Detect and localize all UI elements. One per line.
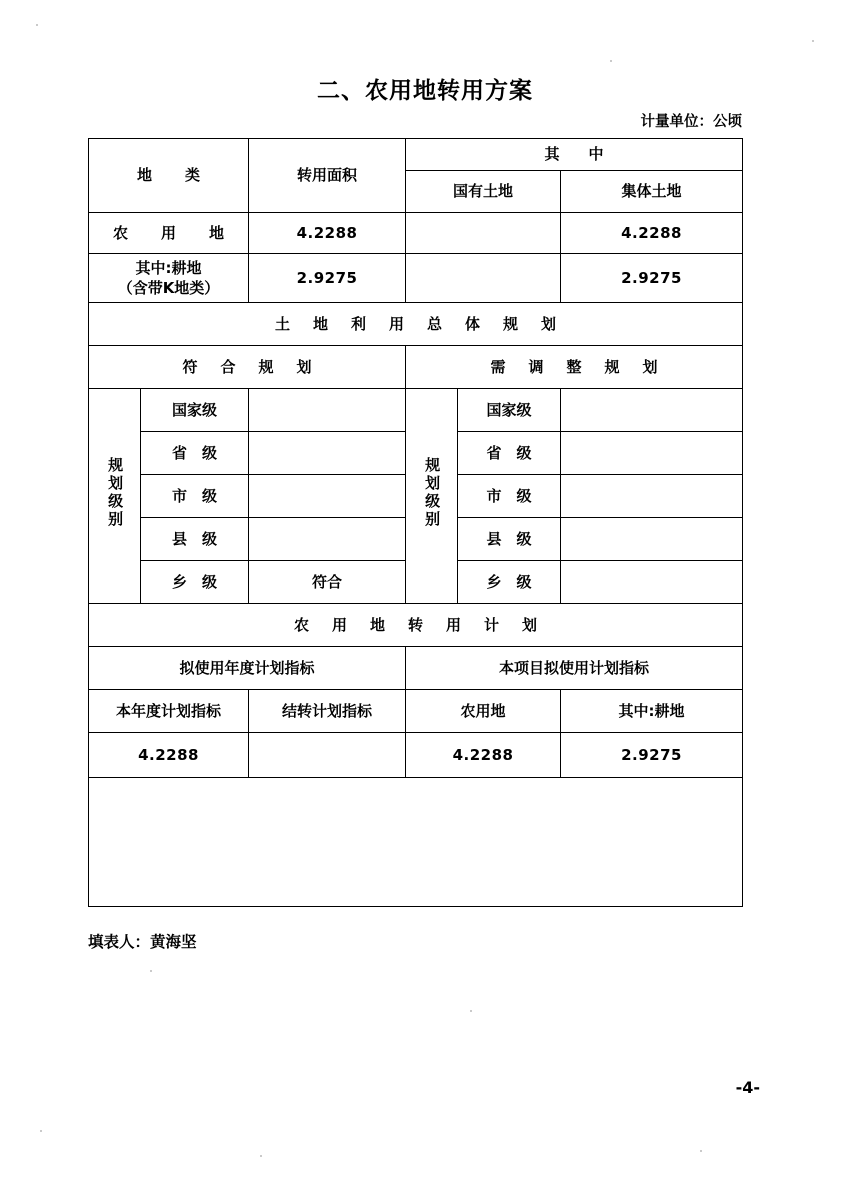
adjust-value-national — [561, 389, 743, 432]
page-title: 二、农用地转用方案 — [317, 78, 533, 104]
compliant-level-city: 市 级 — [141, 475, 249, 518]
conversion-plan-value-row — [89, 733, 743, 778]
cultivated-label-line-2: （含带K地类） — [117, 279, 220, 297]
compliant-level-province: 省 级 — [141, 432, 249, 475]
adjust-plan-title: 需 调 整 规 划 — [406, 346, 743, 389]
scan-speckle — [610, 60, 612, 62]
scan-speckle — [700, 1150, 702, 1152]
table-header-row-1 — [89, 139, 743, 171]
adjust-level-city: 市 级 — [458, 475, 561, 518]
notes-cell — [89, 778, 743, 907]
conversion-plan-column-row — [89, 690, 743, 733]
cell-cultivated-state-owned — [406, 254, 561, 303]
farmland-conversion-table-wrapper — [88, 138, 742, 907]
adjust-level-county: 县 级 — [458, 518, 561, 561]
section-header-overall-plan — [89, 303, 743, 346]
measurement-unit-label: 计量单位：公顷 — [640, 114, 742, 130]
adjust-value-township — [561, 561, 743, 604]
header-state-owned-land: 国有土地 — [406, 171, 561, 213]
adjust-value-province — [561, 432, 743, 475]
page-number: -4- — [735, 1078, 760, 1097]
header-among-which: 其 中 — [406, 139, 743, 171]
compliant-value-county — [249, 518, 406, 561]
table-row — [89, 213, 743, 254]
adjust-value-city — [561, 475, 743, 518]
cell-cultivated-collective: 2.9275 — [561, 254, 743, 303]
adjust-level-province: 省 级 — [458, 432, 561, 475]
adjust-level-axis-label — [406, 389, 458, 604]
header-collective-land: 集体土地 — [561, 171, 743, 213]
compliant-value-city — [249, 475, 406, 518]
project-plan-group-title: 本项目拟使用计划指标 — [406, 647, 743, 690]
plan-level-row — [89, 389, 743, 432]
adjust-value-county — [561, 518, 743, 561]
value-current-year-quota: 4.2288 — [89, 733, 249, 778]
column-carryover-quota: 结转计划指标 — [249, 690, 406, 733]
scan-speckle — [260, 1155, 262, 1157]
section-header-conversion-plan — [89, 604, 743, 647]
conversion-plan-group-row — [89, 647, 743, 690]
compliant-value-township: 符合 — [249, 561, 406, 604]
value-carryover-quota — [249, 733, 406, 778]
compliant-value-national — [249, 389, 406, 432]
header-land-type: 地 类 — [89, 139, 249, 213]
value-cultivated-land: 2.9275 — [561, 733, 743, 778]
compliant-level-axis-text: 规划级别 — [106, 457, 125, 530]
cell-agricultural-converted-area: 4.2288 — [249, 213, 406, 254]
adjust-level-township: 乡 级 — [458, 561, 561, 604]
compliant-level-county: 县 级 — [141, 518, 249, 561]
scan-speckle — [36, 24, 38, 26]
scan-speckle — [40, 1130, 42, 1132]
value-agricultural-land: 4.2288 — [406, 733, 561, 778]
compliant-level-axis-label — [89, 389, 141, 604]
overall-plan-subheader-row — [89, 346, 743, 389]
notes-row — [89, 778, 743, 907]
scan-speckle — [470, 1010, 472, 1012]
table-row — [89, 254, 743, 303]
farmland-conversion-table — [88, 138, 743, 907]
cultivated-label-line-1: 其中:耕地 — [135, 258, 202, 277]
annual-plan-group-title: 拟使用年度计划指标 — [89, 647, 406, 690]
column-cultivated-land: 其中:耕地 — [561, 690, 743, 733]
cell-agricultural-state-owned — [406, 213, 561, 254]
column-agricultural-land: 农用地 — [406, 690, 561, 733]
compliant-level-national: 国家级 — [141, 389, 249, 432]
conversion-plan-title: 农 用 地 转 用 计 划 — [89, 604, 743, 647]
scan-speckle — [150, 970, 152, 972]
overall-plan-title: 土 地 利 用 总 体 规 划 — [89, 303, 743, 346]
adjust-level-national: 国家级 — [458, 389, 561, 432]
form-filler-label: 填表人：黄海坚 — [88, 933, 197, 951]
scan-speckle — [812, 40, 814, 42]
row-label-agricultural-land: 农 用 地 — [89, 213, 249, 254]
compliant-value-province — [249, 432, 406, 475]
compliant-plan-title: 符 合 规 划 — [89, 346, 406, 389]
cell-agricultural-collective: 4.2288 — [561, 213, 743, 254]
header-converted-area: 转用面积 — [249, 139, 406, 213]
column-current-year-quota: 本年度计划指标 — [89, 690, 249, 733]
adjust-level-axis-text: 规划级别 — [423, 457, 442, 530]
cell-cultivated-converted-area: 2.9275 — [249, 254, 406, 303]
compliant-level-township: 乡 级 — [141, 561, 249, 604]
row-label-cultivated-land — [89, 254, 249, 303]
